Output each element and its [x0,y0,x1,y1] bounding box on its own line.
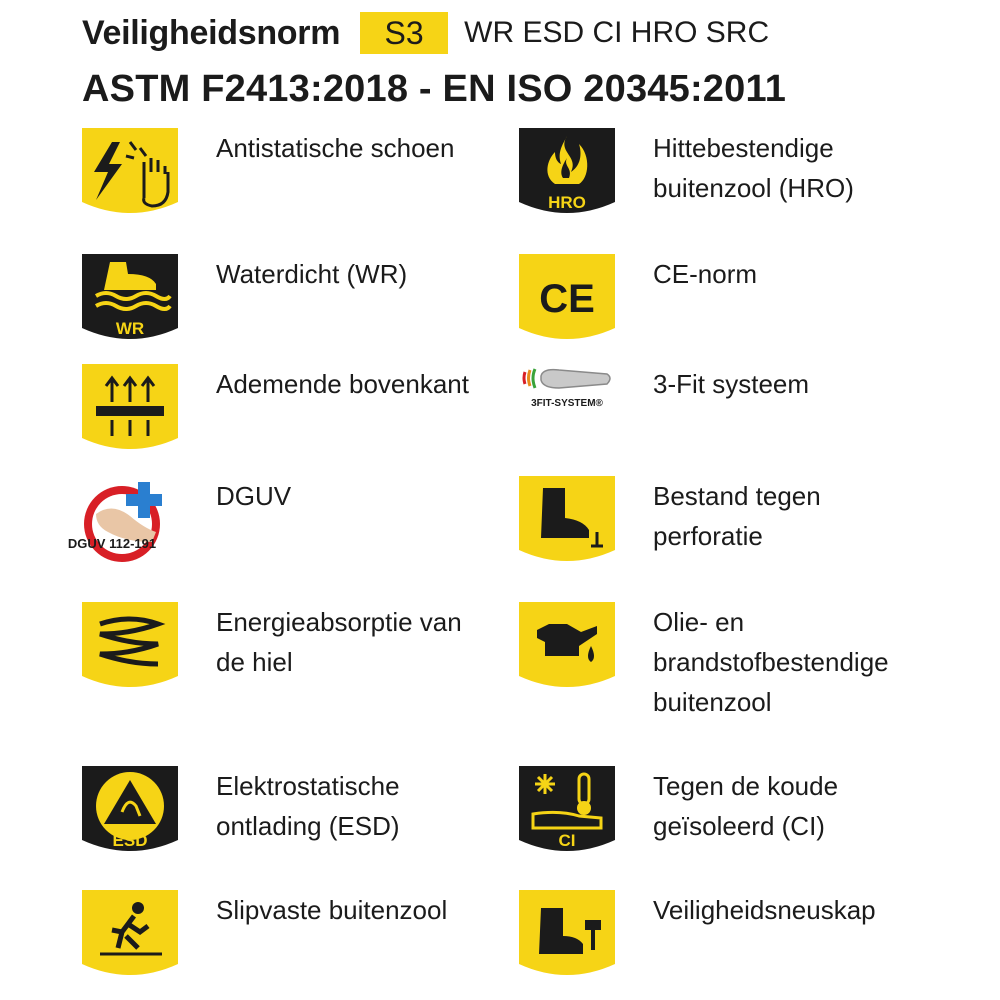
ce-icon-text: CE [539,277,595,321]
esd-icon [82,766,178,856]
ce-icon [519,254,615,344]
safety-norm-label: Veiligheidsnorm [82,13,341,52]
waterproof-icon [82,254,178,344]
dguv-icon [67,476,178,566]
feature-label: Hittebestendige buitenzool (HRO) [653,133,854,203]
esd-icon-text: ESD [112,831,148,850]
oil-resistant-icon [519,602,615,692]
hro-icon-text: HRO [548,193,586,212]
feature-label: Elektrostatische ontlading (ESD) [216,771,400,841]
feature-label: Veiligheidsneuskap [653,895,876,925]
ci-icon-text: CI [558,831,576,850]
feature-label: Waterdicht (WR) [216,259,408,289]
feature-label: Bestand tegen perforatie [653,481,821,551]
breathable-icon [82,364,178,454]
perforation-icon [519,476,615,566]
slip-resistant-icon [82,890,178,980]
feature-label: CE-norm [653,259,758,289]
feature-label: 3-Fit systeem [653,369,810,399]
hro-icon [519,128,615,218]
feature-label: Olie- en brandstofbestendige buitenzool [653,607,889,717]
3fit-icon-text: 3FIT-SYSTEM® [531,398,603,409]
standards-title: ASTM F2413:2018 - EN ISO 20345:2011 [82,68,787,110]
safety-norm-row [82,10,769,56]
safety-codes: WR ESD CI HRO SRC [464,16,770,49]
cold-insulated-icon [519,766,615,856]
feature-label: Slipvaste buitenzool [216,895,448,925]
safety-class-badge: S3 [360,12,448,54]
energy-absorption-icon [82,602,178,692]
feature-label: Tegen de koude geïsoleerd (CI) [653,771,839,841]
safety-toecap-icon [519,890,615,980]
feature-label: Ademende bovenkant [216,369,469,399]
3fit-icon [519,364,615,454]
antistatic-icon [82,128,178,218]
dguv-icon-text: DGUV 112-191 [67,536,157,551]
feature-label: Antistatische schoen [216,133,455,163]
feature-label: DGUV [216,481,292,511]
wr-icon-text: WR [115,319,145,338]
feature-label: Energieabsorptie van de hiel [216,607,462,677]
